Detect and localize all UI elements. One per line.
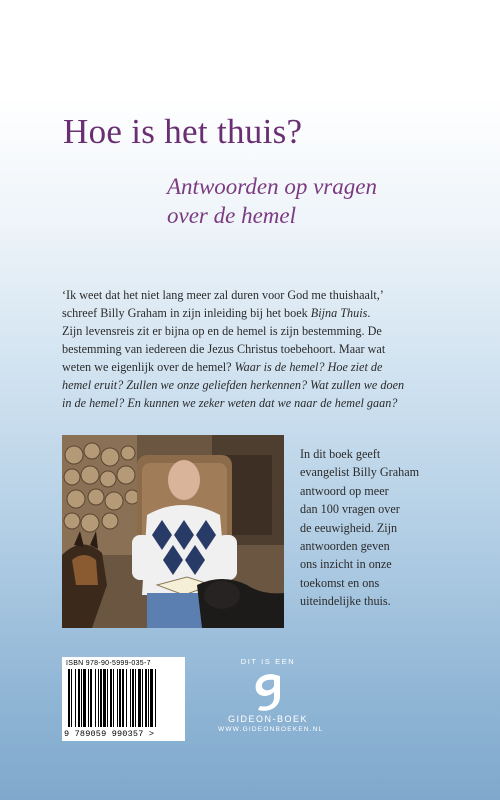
- blurb-line: [62, 394, 452, 412]
- author-photo: [62, 435, 284, 628]
- barcode-bar: [150, 669, 153, 727]
- barcode-bar: [130, 669, 131, 727]
- barcode-bar: [110, 669, 112, 727]
- book-subtitle: [167, 172, 457, 230]
- barcode-bar: [148, 669, 149, 727]
- description-line: uiteindelijke thuis.: [300, 594, 391, 609]
- barcode-bar: [113, 669, 114, 727]
- blurb-line: [62, 358, 452, 376]
- barcode-digits: 9 789059 990357 >: [64, 729, 155, 739]
- blurb-text: schreef Billy Graham in zijn inleiding bij het boek: [62, 306, 311, 320]
- isbn-barcode: [62, 657, 185, 741]
- barcode-bar: [71, 669, 72, 727]
- barcode-bar: [90, 669, 92, 727]
- description-line: antwoord op meer: [300, 483, 389, 498]
- book-description: [300, 445, 460, 611]
- barcode-bar: [135, 669, 136, 727]
- barcode-bar: [132, 669, 134, 727]
- blurb-text: weten we eigenlijk over de hemel?: [62, 360, 235, 374]
- barcode-bar: [119, 669, 121, 727]
- barcode-bar: [98, 669, 99, 727]
- barcode-bar: [107, 669, 108, 727]
- barcode-bar: [78, 669, 80, 727]
- barcode-bar: [75, 669, 76, 727]
- barcode-bar: [81, 669, 82, 727]
- blurb-text: .: [367, 306, 371, 320]
- blurb-line: [62, 304, 452, 322]
- barcode-bar: [88, 669, 89, 727]
- book-title: Hoe is het thuis?: [63, 112, 303, 151]
- description-line: ons inzicht in onze: [300, 557, 392, 572]
- barcode-bar: [142, 669, 143, 727]
- barcode-bar: [103, 669, 106, 727]
- barcode-bars: [67, 669, 182, 729]
- g-logo-icon: [246, 670, 290, 712]
- blurb-line: bestemming van iedereen die Jezus Christus toebehoort. Maar wat: [62, 342, 386, 356]
- description-line: antwoorden geven: [300, 539, 390, 554]
- blurb-question: in de hemel? En kunnen we zeker weten dat we naar de hemel gaan?: [62, 396, 398, 410]
- barcode-bar: [126, 669, 127, 727]
- barcode-bar: [100, 669, 102, 727]
- description-line: In dit boek geeft: [300, 447, 381, 461]
- publisher-name: GIDEON-BOEK: [227, 714, 308, 724]
- blurb-question: Waar is de hemel? Hoe ziet de: [234, 360, 383, 374]
- barcode-bar: [95, 669, 96, 727]
- blurb-question: hemel eruit? Zullen we onze geliefden herkennen? Wat zullen we doen: [62, 378, 405, 392]
- subtitle-line: Antwoorden op vragen: [167, 174, 377, 199]
- publisher-tagline: DIT IS EEN: [240, 657, 296, 666]
- publisher-mark: [218, 657, 324, 733]
- barcode-bar: [83, 669, 86, 727]
- barcode-bar: [117, 669, 118, 727]
- barcode-bar: [155, 669, 156, 727]
- description-line: de eeuwigheid. Zijn: [300, 520, 398, 535]
- description-line: toekomst en ons: [300, 575, 380, 590]
- description-line: evangelist Billy Graham: [300, 465, 420, 480]
- subtitle-line: over de hemel: [167, 203, 296, 228]
- blurb-line: Zijn levensreis zit er bijna op en de hemel is zijn bestemming. De: [62, 324, 382, 338]
- publisher-url: WWW.GIDEONBOEKEN.NL: [218, 726, 324, 733]
- blurb-line: [62, 376, 452, 394]
- isbn-label: ISBN 978-90-5999-035-7: [66, 660, 151, 667]
- barcode-bar: [68, 669, 70, 727]
- barcode-bar: [145, 669, 147, 727]
- book-reference: Bijna Thuis: [310, 306, 368, 320]
- blurb-line: ‘Ik weet dat het niet lang meer zal duren voor God me thuishaalt,’: [62, 288, 384, 302]
- back-cover-blurb: [62, 286, 452, 412]
- description-line: dan 100 vragen over: [300, 502, 400, 517]
- barcode-bar: [122, 669, 124, 727]
- barcode-bar: [138, 669, 141, 727]
